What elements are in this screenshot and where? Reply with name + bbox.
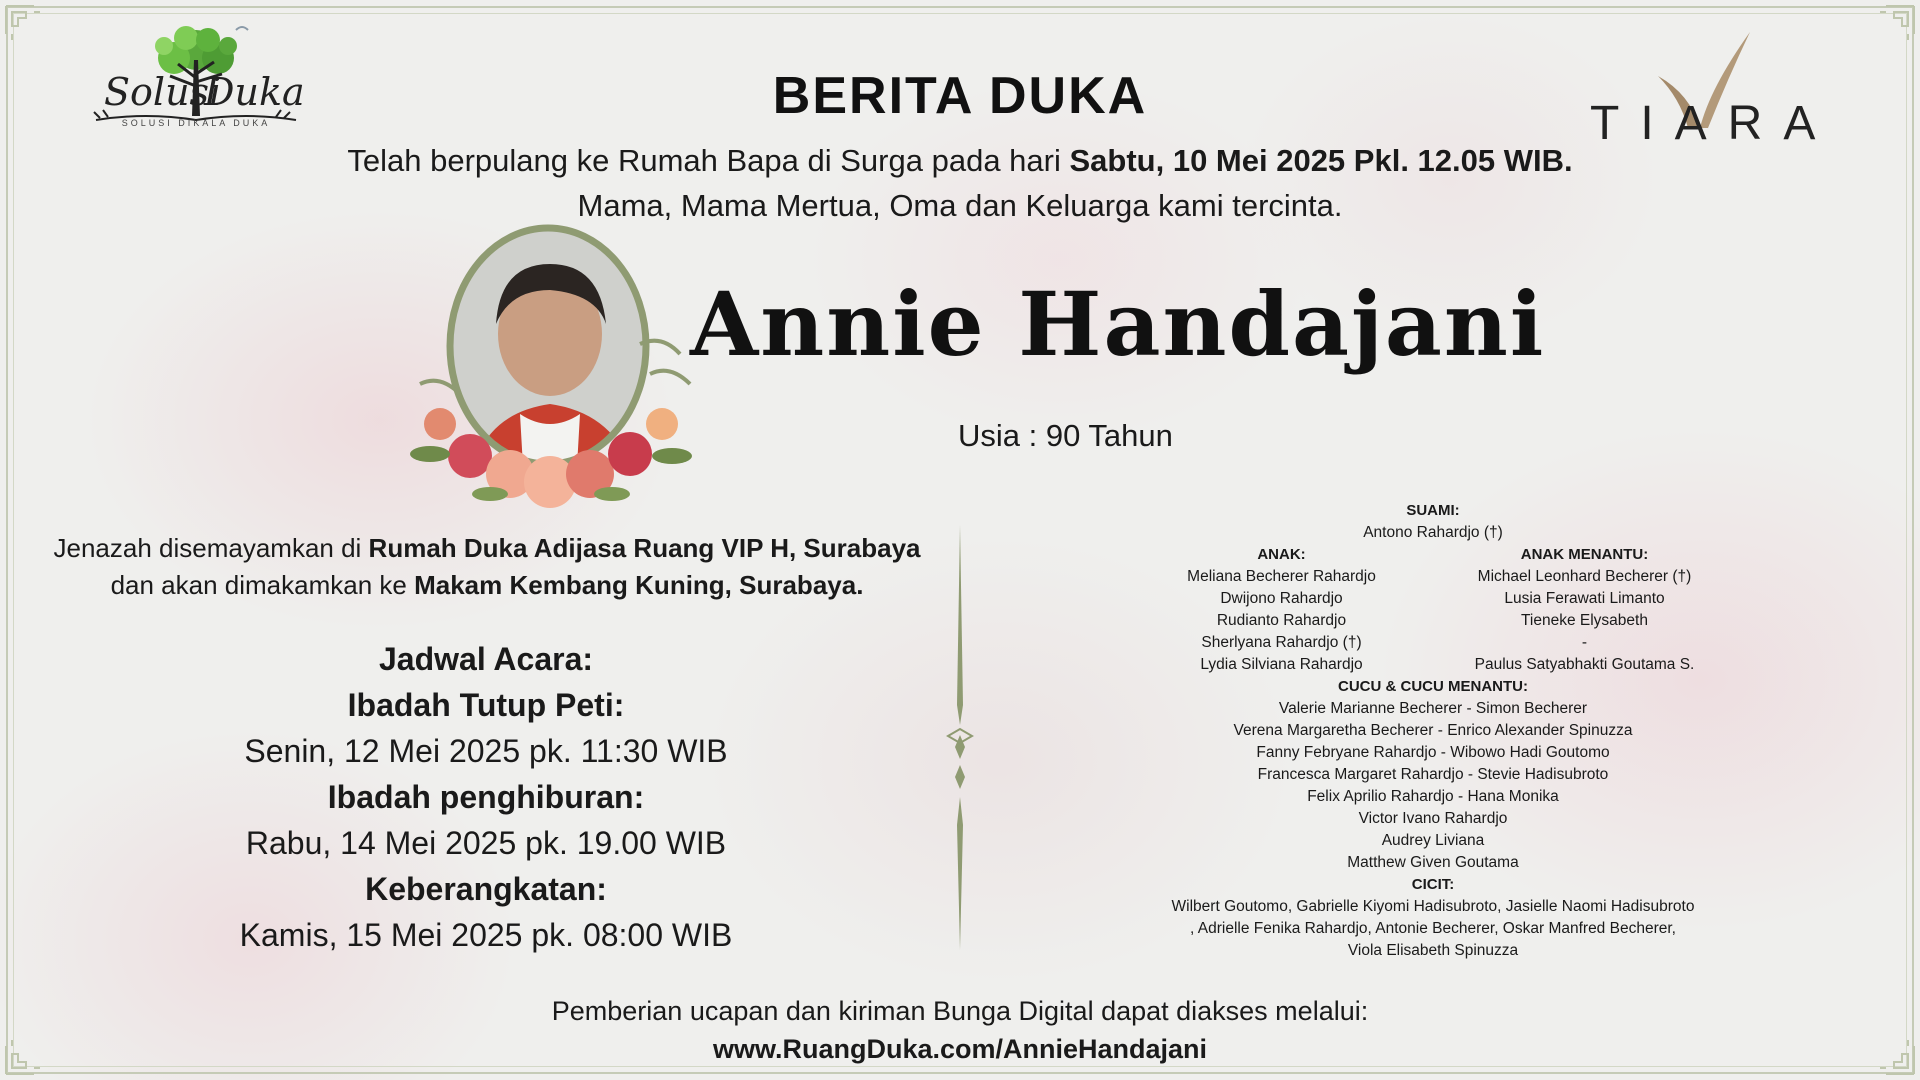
announcement-text: Telah berpulang ke Rumah Bapa di Surga pada hari <box>347 143 1070 178</box>
children-label: ANAK: <box>1257 546 1306 563</box>
husband-label: SUAMI: <box>1406 502 1460 519</box>
list-item: Fanny Febryane Rahardjo - Wibowo Hadi Goutomo <box>1256 744 1610 761</box>
in-laws-column <box>1433 544 1736 676</box>
funeral-location <box>28 530 946 604</box>
portrait-photo <box>400 224 700 524</box>
grandchildren-label: CUCU & CUCU MENANTU: <box>1338 678 1528 695</box>
location-text-1: Jenazah disemayamkan di <box>53 533 369 563</box>
deceased-age: Usia : 90 Tahun <box>958 418 1173 453</box>
event-schedule <box>186 636 786 958</box>
memorial-url-link[interactable]: www.RuangDuka.com/AnnieHandajani <box>712 1034 1208 1064</box>
family-relation-line: Mama, Mama Mertua, Oma dan Keluarga kami tercinta. <box>577 188 1343 223</box>
passing-date: Sabtu, 10 Mei 2025 Pkl. 12.05 WIB. <box>1069 143 1573 178</box>
event-name: Ibadah Tutup Peti: <box>347 687 625 723</box>
list-item: Viola Elisabeth Spinuzza <box>1347 942 1519 959</box>
family-list <box>1130 500 1736 962</box>
list-item: Rudianto Rahardjo <box>1216 612 1347 629</box>
in-laws-label: ANAK MENANTU: <box>1520 546 1649 563</box>
cemetery: Makam Kembang Kuning, Surabaya. <box>414 570 864 600</box>
event-name: Keberangkatan: <box>365 871 607 907</box>
event-name: Ibadah penghiburan: <box>327 779 645 815</box>
corner-ornament-icon <box>4 4 44 44</box>
list-item: Francesca Margaret Rahardjo - Stevie Hadisubroto <box>1257 766 1609 783</box>
list-item: Wilbert Goutomo, Gabrielle Kiyomi Hadisubroto, Jasielle Naomi Hadisubroto <box>1171 898 1695 915</box>
logo-script-left: Solusi <box>104 70 222 114</box>
list-item: Lusia Ferawati Limanto <box>1504 590 1665 607</box>
logo-tagline: SOLUSI DIKALA DUKA <box>121 118 271 128</box>
funeral-home: Rumah Duka Adijasa Ruang VIP H, Surabaya <box>368 533 921 563</box>
list-item: Paulus Satyabhakti Goutama S. <box>1474 656 1695 673</box>
list-item: Meliana Becherer Rahardjo <box>1187 568 1376 585</box>
children-columns <box>1130 544 1736 676</box>
page-title: BERITA DUKA <box>772 67 1148 125</box>
list-item: Sherlyana Rahardjo (†) <box>1201 634 1362 651</box>
event-time: Senin, 12 Mei 2025 pk. 11:30 WIB <box>244 733 728 769</box>
list-item: Valerie Marianne Becherer - Simon Becherer <box>1278 700 1588 717</box>
tiara-wordmark: TIARA <box>1590 97 1837 150</box>
husband-name: Antono Rahardjo (†) <box>1363 524 1503 541</box>
list-item: - <box>1581 634 1588 651</box>
logo-script-right: Duka <box>204 70 305 114</box>
schedule-heading: Jadwal Acara: <box>378 641 594 677</box>
deceased-name: Annie Handajani <box>690 272 1546 376</box>
corner-ornament-icon <box>1876 4 1916 44</box>
ornamental-divider-icon <box>940 525 980 950</box>
children-column <box>1130 544 1433 676</box>
list-item: Matthew Given Goutama <box>1347 854 1519 871</box>
passing-announcement <box>0 143 1920 179</box>
event-time: Kamis, 15 Mei 2025 pk. 08:00 WIB <box>239 917 733 953</box>
great-grandchildren-label: CICIT: <box>1411 876 1455 893</box>
list-item: Felix Aprilio Rahardjo - Hana Monika <box>1307 788 1559 805</box>
list-item: Verena Margaretha Becherer - Enrico Alexander Spinuzza <box>1233 722 1633 739</box>
list-item: Audrey Liviana <box>1381 832 1485 849</box>
list-item: Dwijono Rahardjo <box>1220 590 1343 607</box>
list-item: Tieneke Elysabeth <box>1521 612 1648 629</box>
footer-text: Pemberian ucapan dan kiriman Bunga Digital dapat diakses melalui: <box>551 996 1369 1026</box>
list-item: Michael Leonhard Becherer (†) <box>1477 568 1692 585</box>
list-item: , Adrielle Fenika Rahardjo, Antonie Becherer, Oskar Manfred Becherer, <box>1190 920 1676 937</box>
location-text-2: dan akan dimakamkan ke <box>110 570 415 600</box>
list-item: Lydia Silviana Rahardjo <box>1200 656 1363 673</box>
event-time: Rabu, 14 Mei 2025 pk. 19.00 WIB <box>245 825 727 861</box>
list-item: Victor Ivano Rahardjo <box>1358 810 1508 827</box>
